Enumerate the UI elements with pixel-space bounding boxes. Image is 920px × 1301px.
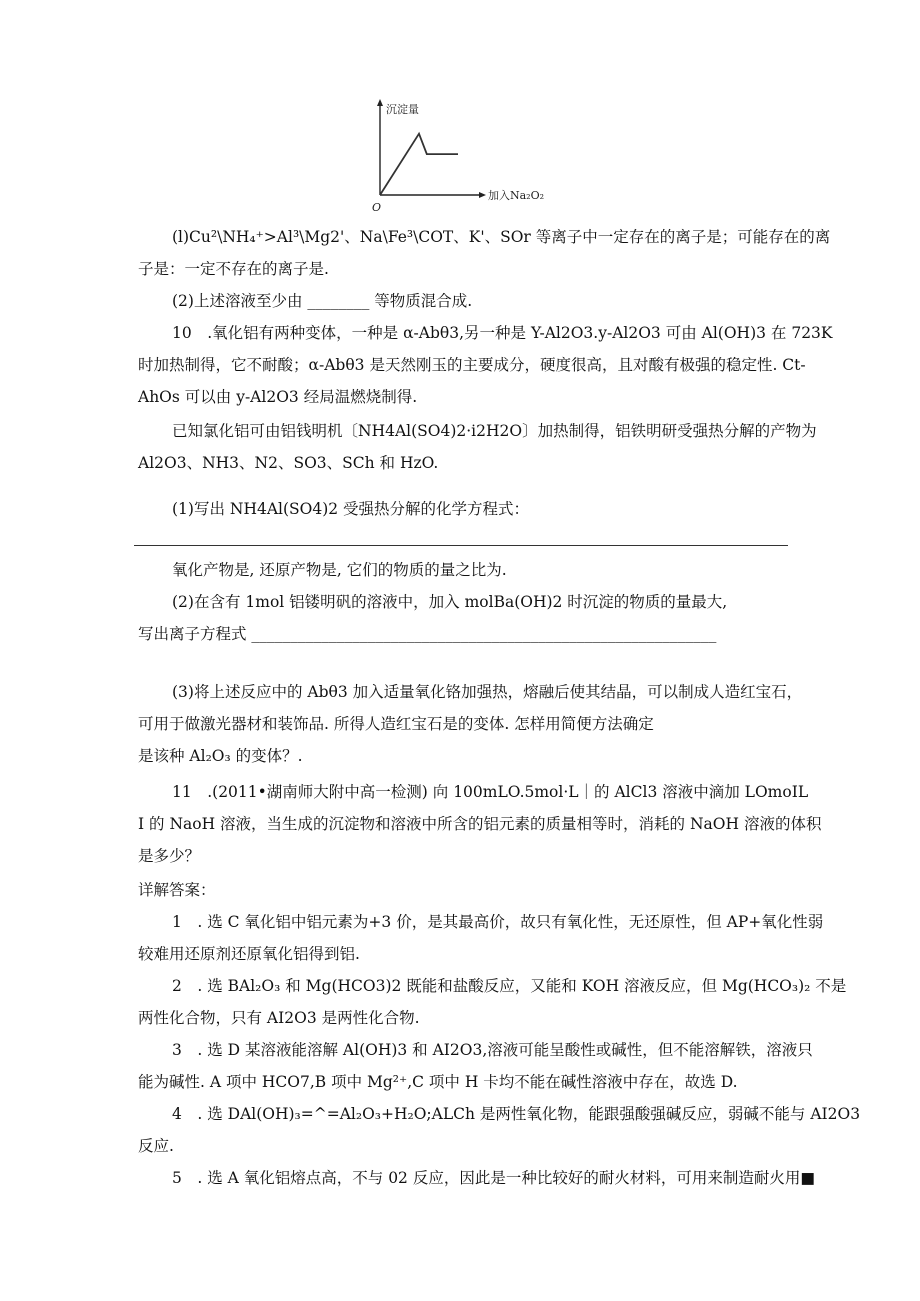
q10-line-5: Al2O3、NH3、N2、SO3、SCh 和 HzO. [138, 454, 439, 472]
q-line-3: (2)上述溶液至少由 ________ 等物质混合成. [172, 292, 473, 310]
precipitate-chart [360, 95, 570, 217]
origin-label: O [372, 201, 382, 214]
q10-line-1: 10 .氧化铝有两种变体，一种是 α-Abθ3,另一种是 Y-Al2O3.y-Al2O3 可由 Al(OH)3 在 723K [172, 324, 833, 342]
x-axis-label: 加入Na₂O₂ [488, 189, 545, 202]
q11-line-3: 是多少？ [138, 847, 201, 865]
series-line [380, 134, 458, 195]
q10-sub-1: (1)写出 NH4Al(SO4)2 受强热分解的化学方程式： [172, 500, 530, 518]
y-axis-label: 沉淀量 [386, 103, 419, 116]
q10-line-2: 时加热制得，它不耐酸；α-Abθ3 是天然刚玉的主要成分，硬度很高，且对酸有极强的稳定性. Ct- [138, 356, 806, 374]
answer-1-line-2: 较难用还原剂还原氧化铝得到铝. [138, 945, 360, 963]
q10-sub-3: (3)将上述反应中的 Abθ3 加入适量氧化铬加强热，熔融后使其结晶，可以制成人造红宝石， [172, 683, 803, 701]
answer-rule [134, 545, 788, 546]
answer-4-line-2: 反应. [138, 1137, 174, 1155]
q10-sub-3c: 是该种 Al₂O₃ 的变体？. [138, 747, 303, 765]
q11-line-2: I 的 NaoH 溶液，当生成的沉淀物和溶液中所含的铝元素的质量相等时，消耗的 NaOH 溶液的体积 [138, 815, 822, 833]
q10-sub-3b: 可用于做激光器材和装饰品. 所得人造红宝石是的变体. 怎样用简便方法确定 [138, 715, 654, 733]
answer-2-line-2: 两性化合物，只有 AI2O3 是两性化合物. [138, 1009, 420, 1027]
q10-sub-2b: 写出离子方程式 ____________________________________________________________ [138, 625, 717, 643]
answer-4-line-1: 4 . 选 DAl(OH)₃=^=Al₂O₃+H₂O;ALCh 是两性氧化物，能跟强酸强碱反应，弱碱不能与 AI2O3 [172, 1105, 861, 1123]
answer-1-line-1: 1 . 选 C 氧化铝中铝元素为+3 价，是其最高价，故只有氧化性，无还原性，但 AP+氧化性弱 [172, 913, 824, 931]
answer-2-line-1: 2 . 选 BAl₂O₃ 和 Mg(HCO3)2 既能和盐酸反应，又能和 KOH 溶液反应，但 Mg(HCO₃)₂ 不是 [172, 977, 847, 995]
answer-3-line-2: 能为碱性. A 项中 HCO7,B 项中 Mg²⁺,C 项中 H 卡均不能在碱性溶液中存在，故选 D. [138, 1073, 738, 1091]
answer-3-line-1: 3 . 选 D 某溶液能溶解 Al(OH)3 和 AI2O3,溶液可能呈酸性或碱性，但不能溶解铁，溶液只 [172, 1041, 813, 1059]
q-line-1: (l)Cu²\NH₄⁺>Al³\Mg2'、Na\Fe³\COT、K'、SOr 等离子中一定存在的离子是；可能存在的离 [172, 228, 831, 246]
q10-line-4: 已知氯化铝可由铝钱明机〔NH4Al(SO4)2·i2H2O〕加热制得，铝铁明研受强热分解的产物为 [172, 422, 817, 440]
q10-sub-2: (2)在含有 1mol 铝镂明矾的溶液中，加入 molBa(OH)2 时沉淀的物质的量最大, [172, 593, 728, 611]
q10-line-3: AhOs 可以由 y-Al2O3 经局温燃烧制得. [138, 388, 418, 406]
q10-sub-1b: 氧化产物是, 还原产物是, 它们的物质的量之比为. [172, 561, 507, 579]
q-line-2: 子是：一定不存在的离子是. [138, 260, 329, 278]
answers-heading: 详解答案： [138, 881, 216, 899]
q11-line-1: 11 .(2011•湖南师大附中高一检测) 向 100mLO.5mol·L｜的 AlCl3 溶液中滴加 LOmoIL [172, 783, 809, 801]
answer-5-line-1: 5 . 选 A 氧化铝熔点高，不与 02 反应，因此是一种比较好的耐火材料，可用来制造耐火用■ [172, 1169, 815, 1187]
